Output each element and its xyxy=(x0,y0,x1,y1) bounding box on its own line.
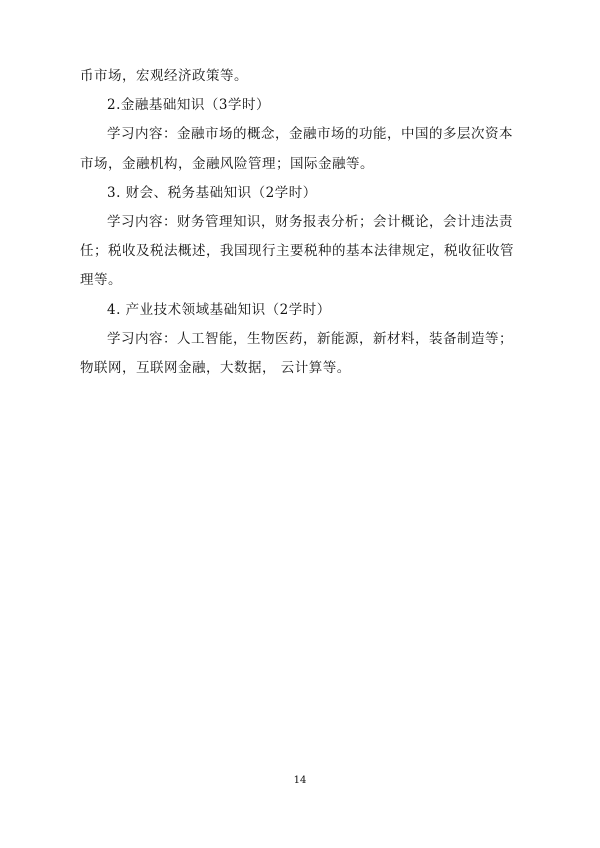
page-number: 14 xyxy=(293,775,307,786)
section-content-line: 物联网，互联网金融，大数据， 云计算等。 xyxy=(80,360,351,377)
section-heading-finance: 2.金融基础知识（3学时） xyxy=(107,97,270,114)
section-content-line: 理等。 xyxy=(80,272,122,289)
section-content-line: 市场，金融机构，金融风险管理；国际金融等。 xyxy=(80,155,374,172)
continuation-line: 币市场，宏观经济政策等。 xyxy=(80,68,248,84)
section-content-line: 任；税收及税法概述，我国现行主要税种的基本法律规定，税收征收管 xyxy=(80,243,514,260)
section-content-line: 学习内容：人工智能，生物医药，新能源，新材料，装备制造等； xyxy=(107,330,513,347)
section-content-line: 学习内容：财务管理知识，财务报表分析；会计概论，会计违法责 xyxy=(107,214,513,231)
section-heading-industry-tech: 4. 产业技术领域基础知识（2学时） xyxy=(107,301,331,318)
section-content-line: 学习内容：金融市场的概念，金融市场的功能，中国的多层次资本 xyxy=(107,126,513,143)
section-heading-accounting-tax: 3. 财会、税务基础知识（2学时） xyxy=(107,184,317,201)
document-body xyxy=(80,62,520,383)
